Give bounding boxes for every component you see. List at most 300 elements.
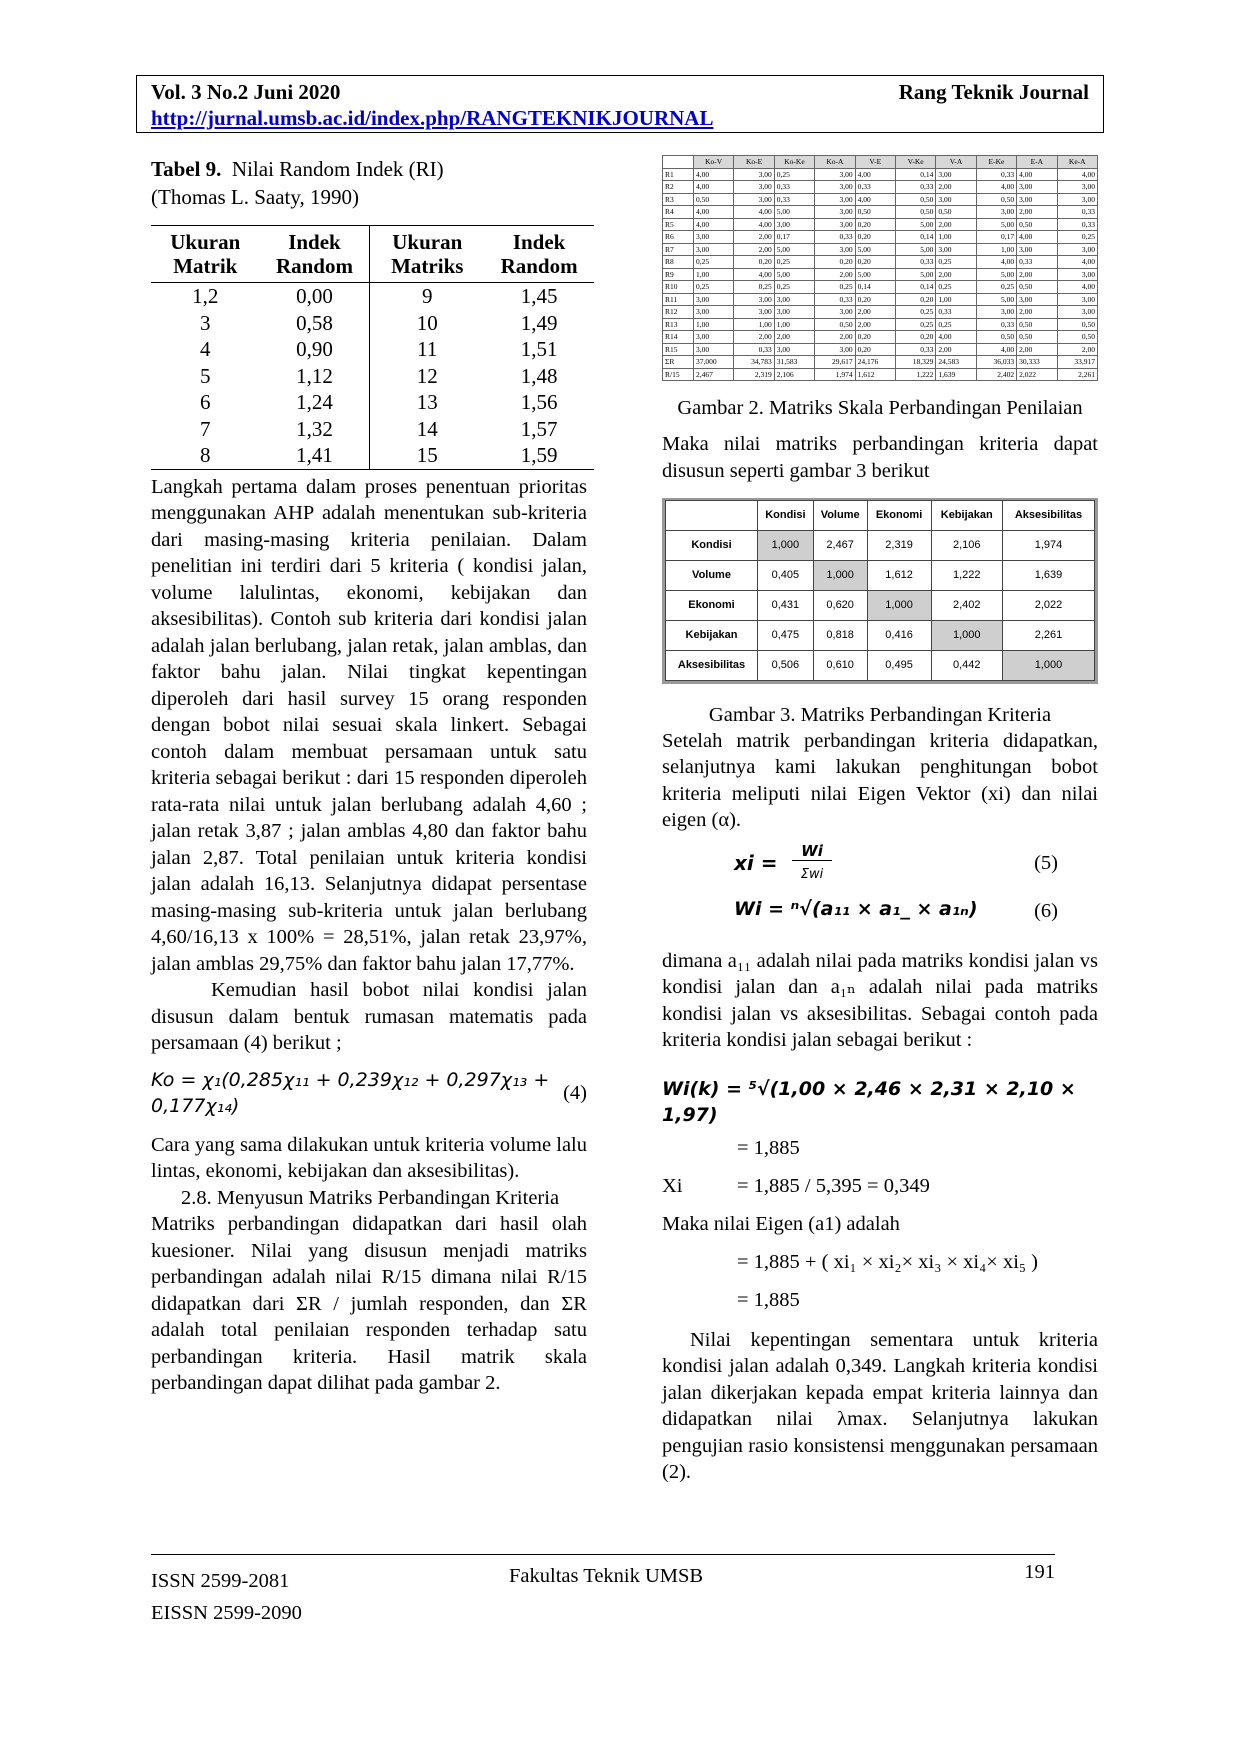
matrix-cell: R7	[663, 243, 694, 256]
table-cell: 13	[416, 390, 438, 414]
matrix-cell: 2,106	[774, 368, 814, 381]
matrix-row	[663, 218, 1098, 231]
matrix-row	[663, 206, 1098, 219]
matrix-header: V-A	[936, 156, 976, 169]
matrix-cell: 3,00	[694, 331, 734, 344]
table-cell: 15	[370, 442, 484, 469]
matrix-cell: 4,00	[734, 206, 774, 219]
matrix-cell: 4,00	[976, 256, 1016, 269]
matrix-cell: 5,00	[976, 268, 1016, 281]
criteria-cell: 2,402	[931, 591, 1002, 621]
paragraph: Langkah pertama dalam proses penentuan prioritas menggunakan AHP adalah menentukan sub-kriteria dari masing-masing kriteria penilaian. Dalam penelitian ini terdiri dari 5 kriteria ( kondisi jalan, volume lalulintas, ekonomi, kebijakan dan aksesibilitas). Contoh sub kriteria dari kondisi jalan adalah jalan berlubang, jalan retak, jalan amblas, dan faktor bahu jalan. Nilai tingkat kepentingan diperoleh dari hasil survey 15 orang responden dengan bobot nilai sesuai skala linkert. Sebagai contoh dalam membuat persamaan untuk satu kriteria sebagai berikut : dari 15 responden diperoleh rata-rata nilai untuk jalan berlubang adalah 4,60 ; jalan retak 3,87 ; jalan amblas 4,80 dan faktor bahu jalan 2,87. Total penilaian untuk kriteria kondisi jalan adalah 16,13. Selanjutnya didapat persentase masing-masing sub-kriteria untuk jalan berlubang 4,60/16,13 x 100% = 28,51%, jalan retak 23,97%, jalan amblas 29,75% dan faktor bahu jalan 17,77%.	[151, 475, 587, 975]
matrix-row	[663, 356, 1098, 369]
matrix-cell: 3,00	[1017, 293, 1057, 306]
matrix-cell: 0,50	[936, 206, 976, 219]
matrix-cell: 0,33	[895, 256, 935, 269]
matrix-cell: 3,00	[694, 293, 734, 306]
criteria-cell: 1,000	[813, 561, 867, 591]
matrix-cell: 0,14	[895, 231, 935, 244]
matrix-cell: R11	[663, 293, 694, 306]
matrix-cell: 0,25	[774, 256, 814, 269]
matrix-cell: 2,261	[1057, 368, 1097, 381]
matrix-cell: 3,00	[815, 181, 855, 194]
criteria-cell: 1,000	[931, 621, 1002, 651]
matrix-cell: 0,33	[976, 318, 1016, 331]
matrix-cell: 24,176	[855, 356, 895, 369]
matrix-cell: 3,00	[936, 243, 976, 256]
matrix-cell: 0,33	[815, 231, 855, 244]
criteria-cell: 1,612	[867, 561, 931, 591]
wik-result: = 1,885	[737, 1136, 800, 1159]
criteria-cell: 1,974	[1002, 531, 1094, 561]
matrix-header: E-Ke	[976, 156, 1016, 169]
table-row	[151, 283, 594, 310]
table-header: Ukuran Matrik	[151, 226, 260, 283]
matrix-cell: 2,00	[815, 268, 855, 281]
matrix-cell: 0,33	[1057, 206, 1097, 219]
matrix-cell: 0,14	[855, 281, 895, 294]
figure2-caption: Gambar 2. Matriks Skala Perbandingan Penilaian	[677, 397, 1083, 419]
criteria-row	[666, 651, 1095, 681]
matrix-cell: 4,00	[936, 331, 976, 344]
matrix-cell: 2,00	[734, 331, 774, 344]
criteria-row	[666, 591, 1095, 621]
criteria-header: Kebijakan	[931, 501, 1002, 531]
matrix-cell: 4,00	[694, 206, 734, 219]
matrix-cell: 3,00	[936, 168, 976, 181]
matrix-cell: 18,329	[895, 356, 935, 369]
matrix-cell: 0,33	[774, 193, 814, 206]
criteria-cell: Ekonomi	[666, 591, 758, 621]
matrix-cell: 0,25	[936, 318, 976, 331]
paragraph: Matriks perbandingan didapatkan dari hasil olah kuesioner. Nilai yang disusun menjadi matriks perbandingan adalah nilai R/15 dimana nilai R/15 didapatkan dari ΣR / jumlah responden, dan ΣR adalah total penilaian responden terhadap satu perbandingan kriteria. Hasil matrik skala perbandingan dapat dilihat pada gambar 2.	[151, 1213, 587, 1394]
matrix-cell: 0,20	[855, 231, 895, 244]
eigen-intro: Maka nilai Eigen (a1) adalah	[662, 1212, 900, 1235]
matrix-cell: 0,25	[815, 281, 855, 294]
criteria-header	[666, 501, 758, 531]
matrix-cell: 3,00	[1017, 181, 1057, 194]
matrix-cell: 5,00	[855, 243, 895, 256]
matrix-cell: 4,00	[694, 168, 734, 181]
matrix-cell: 3,00	[976, 206, 1016, 219]
paragraph: Nilai kepentingan sementara untuk kriteria kondisi jalan adalah 0,349. Langkah kriteria kondisi jalan dikerjakan kepada empat kriteria lainnya dan didapatkan nilai λmax. Selanjutnya lakukan pengujian rasio konsistensi menggunakan persamaan (2).	[662, 1328, 1098, 1483]
matrix-cell: R12	[663, 306, 694, 319]
matrix-cell: 3,00	[694, 243, 734, 256]
matrix-cell: 0,33	[734, 343, 774, 356]
matrix-cell: 2,00	[936, 218, 976, 231]
criteria-cell: 0,442	[931, 651, 1002, 681]
volume-label: Vol. 3 No.2 Juni 2020	[151, 80, 341, 104]
criteria-cell: 1,000	[1002, 651, 1094, 681]
figure2-matrix	[662, 155, 1098, 381]
matrix-cell: 37,000	[694, 356, 734, 369]
criteria-cell: 0,495	[867, 651, 931, 681]
table-cell: 1,57	[520, 416, 558, 441]
matrix-cell: 3,00	[694, 343, 734, 356]
matrix-cell: 5,00	[976, 293, 1016, 306]
criteria-row	[666, 621, 1095, 651]
matrix-cell: 3,00	[815, 306, 855, 319]
matrix-cell: 0,17	[976, 231, 1016, 244]
matrix-header: Ko-V	[694, 156, 734, 169]
matrix-cell: 0,50	[1057, 331, 1097, 344]
matrix-header: Ko-Ke	[774, 156, 814, 169]
matrix-cell: 0,25	[895, 318, 935, 331]
table-cell: 5	[200, 363, 211, 388]
matrix-cell: R3	[663, 193, 694, 206]
matrix-cell: 0,20	[734, 256, 774, 269]
matrix-cell: 24,583	[936, 356, 976, 369]
matrix-cell: 0,25	[936, 281, 976, 294]
paragraph: Maka nilai matriks perbandingan kriteria dapat disusun seperti gambar 3 berikut	[662, 433, 1098, 482]
table-cell: 4	[200, 337, 211, 361]
matrix-cell: 3,00	[1057, 268, 1097, 281]
matrix-cell: 2,00	[1017, 306, 1057, 319]
matrix-cell: 0,33	[1057, 218, 1097, 231]
matrix-cell: 0,50	[694, 193, 734, 206]
matrix-cell: 5,00	[895, 243, 935, 256]
matrix-cell: 0,50	[1017, 218, 1057, 231]
matrix-header: V-E	[855, 156, 895, 169]
equation-6: Wi = ⁿ√(a₁₁ × a₁_ × a₁ₙ) (6)	[734, 897, 1058, 922]
journal-name: Rang Teknik Journal	[898, 80, 1089, 104]
matrix-cell: 0,33	[895, 181, 935, 194]
criteria-cell: 0,431	[758, 591, 814, 621]
paragraph: Setelah matrik perbandingan kriteria didapatkan, selanjutnya kami lakukan penghitungan bobot kriteria meliputi nilai Eigen Vektor (xi) dan nilai eigen (α).	[662, 729, 1098, 831]
right-column	[662, 155, 1098, 1486]
matrix-cell: 3,00	[815, 218, 855, 231]
page-number: 191	[1024, 1561, 1055, 1583]
matrix-cell: 1,00	[694, 268, 734, 281]
table-cell: 7	[200, 416, 211, 441]
matrix-cell: 3,00	[734, 193, 774, 206]
paragraph: dimana a₁₁ adalah nilai pada matriks kondisi jalan vs kondisi jalan dan a₁ₙ adalah nilai pada matriks kondisi jalan vs aksesibilitas. Sebagai contoh pada kriteria kondisi jalan sebagai berikut :	[662, 949, 1098, 1051]
matrix-cell: 4,00	[734, 268, 774, 281]
matrix-cell: 3,00	[1057, 293, 1097, 306]
matrix-cell: 0,17	[774, 231, 814, 244]
matrix-cell: 5,00	[774, 243, 814, 256]
table-cell: 1,24	[260, 389, 370, 416]
eigen-equation: = 1,885 + ( xi₁ × xi₂× xi₃ × xi₄× xi₅ )	[737, 1250, 1038, 1273]
matrix-header: Ko-E	[734, 156, 774, 169]
table-row	[151, 416, 594, 443]
matrix-cell: 4,00	[855, 168, 895, 181]
criteria-cell: Kebijakan	[666, 621, 758, 651]
table-cell: 1,41	[260, 442, 370, 469]
criteria-cell: 2,022	[1002, 591, 1094, 621]
table-header: Indek Random	[260, 226, 370, 283]
matrix-cell: 0,33	[774, 181, 814, 194]
matrix-cell: 4,00	[1057, 256, 1097, 269]
matrix-cell: R15	[663, 343, 694, 356]
matrix-cell: 4,00	[734, 218, 774, 231]
table-cell: 1,32	[260, 416, 370, 443]
criteria-cell: 0,818	[813, 621, 867, 651]
matrix-cell: 0,20	[855, 293, 895, 306]
matrix-cell: 0,33	[895, 343, 935, 356]
matrix-cell: 3,00	[815, 343, 855, 356]
matrix-cell: R10	[663, 281, 694, 294]
matrix-cell: 1,00	[774, 318, 814, 331]
matrix-cell: R1	[663, 168, 694, 181]
matrix-cell: 4,00	[855, 193, 895, 206]
issn: ISSN 2599-2081 EISSN 2599-2090	[151, 1570, 302, 1624]
matrix-cell: 0,50	[1017, 281, 1057, 294]
table-cell: 14	[416, 416, 438, 441]
matrix-cell: 2,00	[774, 331, 814, 344]
table-cell: 1,59	[484, 442, 594, 469]
journal-header	[136, 75, 1104, 133]
matrix-cell: 1,00	[694, 318, 734, 331]
matrix-cell: 0,25	[976, 281, 1016, 294]
matrix-row	[663, 368, 1098, 381]
matrix-cell: 0,33	[855, 181, 895, 194]
table-cell: 10	[416, 310, 438, 335]
matrix-cell: 5,00	[774, 206, 814, 219]
matrix-cell: 0,50	[976, 193, 1016, 206]
page-footer	[151, 1554, 1055, 1624]
criteria-cell: 0,416	[867, 621, 931, 651]
matrix-cell: 5,00	[895, 218, 935, 231]
matrix-cell: 1,00	[976, 243, 1016, 256]
matrix-header	[663, 156, 694, 169]
equation-4: Ko = χ₁(0,285χ₁₁ + 0,239χ₁₂ + 0,297χ₁₃ + 0,177χ₁₄) (4)	[151, 1068, 587, 1117]
criteria-cell: 1,639	[1002, 561, 1094, 591]
matrix-cell: 0,50	[1057, 318, 1097, 331]
matrix-cell: 5,00	[976, 218, 1016, 231]
matrix-cell: 4,00	[1017, 168, 1057, 181]
matrix-row	[663, 193, 1098, 206]
table9-caption: Tabel 9. Nilai Random Indek (RI) (Thomas L. Saaty, 1990)	[151, 157, 444, 209]
matrix-header: Ko-A	[815, 156, 855, 169]
matrix-cell: 2,00	[734, 243, 774, 256]
journal-url-link[interactable]: http://jurnal.umsb.ac.id/index.php/RANGTEKNIKJOURNAL	[151, 106, 714, 130]
matrix-cell: 0,14	[895, 168, 935, 181]
matrix-cell: 3,00	[774, 343, 814, 356]
matrix-cell: 0,50	[976, 331, 1016, 344]
matrix-cell: 2,00	[936, 181, 976, 194]
matrix-cell: 1,00	[936, 293, 976, 306]
matrix-cell: R13	[663, 318, 694, 331]
matrix-cell: 2,00	[936, 343, 976, 356]
table-cell: 12	[416, 363, 438, 388]
matrix-row	[663, 318, 1098, 331]
matrix-cell: ΣR	[663, 356, 694, 369]
matrix-cell: 4,00	[1017, 231, 1057, 244]
matrix-cell: 3,00	[734, 168, 774, 181]
matrix-cell: 31,583	[774, 356, 814, 369]
matrix-cell: 3,00	[734, 181, 774, 194]
matrix-cell: 29,617	[815, 356, 855, 369]
section-heading: 2.8. Menyusun Matriks Perbandingan Kriteria	[181, 1186, 560, 1209]
matrix-cell: 3,00	[936, 193, 976, 206]
criteria-row	[666, 531, 1095, 561]
table-cell: 6	[200, 390, 211, 414]
table-cell: 9	[422, 284, 433, 308]
matrix-row	[663, 331, 1098, 344]
matrix-cell: 0,50	[855, 206, 895, 219]
matrix-cell: 1,222	[895, 368, 935, 381]
matrix-cell: 1,00	[734, 318, 774, 331]
random-index-table	[151, 225, 594, 470]
matrix-row	[663, 231, 1098, 244]
criteria-cell: 0,610	[813, 651, 867, 681]
matrix-cell: 1,974	[815, 368, 855, 381]
table-cell: 1,2	[192, 284, 219, 308]
left-column	[151, 155, 587, 1397]
matrix-cell: 0,20	[855, 218, 895, 231]
matrix-cell: 0,20	[815, 256, 855, 269]
matrix-cell: 3,00	[815, 168, 855, 181]
matrix-cell: R6	[663, 231, 694, 244]
criteria-cell: 0,475	[758, 621, 814, 651]
matrix-cell: 4,00	[976, 181, 1016, 194]
matrix-cell: 5,00	[895, 268, 935, 281]
table-row	[151, 389, 594, 416]
matrix-cell: 2,00	[815, 331, 855, 344]
matrix-cell: 0,50	[815, 318, 855, 331]
matrix-cell: R2	[663, 181, 694, 194]
matrix-cell: R8	[663, 256, 694, 269]
matrix-cell: 2,00	[734, 231, 774, 244]
matrix-cell: R/15	[663, 368, 694, 381]
matrix-row	[663, 343, 1098, 356]
matrix-cell: 3,00	[1057, 306, 1097, 319]
paragraph: Cara yang sama dilakukan untuk kriteria volume lalu lintas, ekonomi, kebijakan dan aksesibilitas).	[151, 1133, 587, 1182]
matrix-cell: 4,00	[976, 343, 1016, 356]
matrix-row	[663, 306, 1098, 319]
matrix-cell: 0,25	[1057, 231, 1097, 244]
eigen-result: = 1,885	[737, 1288, 800, 1311]
criteria-cell: 2,106	[931, 531, 1002, 561]
criteria-cell: Aksesibilitas	[666, 651, 758, 681]
matrix-cell: 3,00	[1057, 243, 1097, 256]
matrix-cell: R14	[663, 331, 694, 344]
criteria-cell: 1,000	[867, 591, 931, 621]
matrix-cell: 1,639	[936, 368, 976, 381]
matrix-cell: 0,50	[1017, 331, 1057, 344]
table-header: Ukuran Matriks	[370, 226, 484, 283]
matrix-cell: 3,00	[734, 306, 774, 319]
matrix-cell: 0,25	[734, 281, 774, 294]
matrix-cell: 0,33	[815, 293, 855, 306]
table-row	[151, 310, 594, 337]
matrix-cell: 0,33	[936, 306, 976, 319]
matrix-cell: 3,00	[815, 243, 855, 256]
matrix-header: E-A	[1017, 156, 1057, 169]
table-cell: 8	[151, 442, 260, 469]
matrix-cell: 0,25	[774, 281, 814, 294]
matrix-cell: 4,00	[694, 218, 734, 231]
criteria-matrix	[665, 500, 1095, 681]
criteria-cell: 1,222	[931, 561, 1002, 591]
matrix-cell: 2,00	[855, 318, 895, 331]
figure3-caption: Gambar 3. Matriks Perbandingan Kriteria	[708, 703, 1052, 726]
equation-5: xi = Wi Σwi (5)	[734, 841, 1058, 882]
matrix-cell: 0,20	[895, 331, 935, 344]
paragraph: Kemudian hasil bobot nilai kondisi jalan disusun dalam bentuk rumasan matematis pada persamaan (4) berikut ;	[151, 979, 587, 1054]
matrix-cell: 3,00	[774, 218, 814, 231]
criteria-header: Volume	[813, 501, 867, 531]
table-cell: 1,51	[520, 337, 558, 361]
table-cell: 3	[200, 310, 211, 335]
matrix-cell: 34,783	[734, 356, 774, 369]
matrix-cell: 5,00	[774, 268, 814, 281]
matrix-cell: 2,00	[1017, 268, 1057, 281]
matrix-row	[663, 256, 1098, 269]
matrix-cell: 2,00	[1017, 206, 1057, 219]
matrix-row	[663, 268, 1098, 281]
matrix-cell: 0,20	[895, 293, 935, 306]
matrix-cell: 3,00	[694, 306, 734, 319]
criteria-cell: 0,506	[758, 651, 814, 681]
matrix-cell: 0,33	[1017, 256, 1057, 269]
matrix-cell: 4,00	[1057, 281, 1097, 294]
figure3	[662, 498, 1098, 684]
matrix-cell: 3,00	[734, 293, 774, 306]
matrix-cell: 3,00	[1057, 181, 1097, 194]
matrix-row	[663, 243, 1098, 256]
matrix-cell: 0,50	[895, 193, 935, 206]
matrix-cell: 2,467	[694, 368, 734, 381]
matrix-cell: 2,00	[936, 268, 976, 281]
matrix-cell: 0,20	[855, 343, 895, 356]
table-cell: 1,48	[520, 363, 558, 388]
matrix-cell: 30,333	[1017, 356, 1057, 369]
matrix-cell: 1,612	[855, 368, 895, 381]
matrix-cell: 2,402	[976, 368, 1016, 381]
criteria-cell: 1,000	[758, 531, 814, 561]
matrix-row	[663, 281, 1098, 294]
criteria-cell: 2,319	[867, 531, 931, 561]
table-cell: 11	[417, 337, 438, 361]
matrix-header: V-Ke	[895, 156, 935, 169]
matrix-cell: 0,25	[895, 306, 935, 319]
matrix-cell: 2,319	[734, 368, 774, 381]
matrix-cell: 0,20	[855, 331, 895, 344]
matrix-cell: 1,00	[936, 231, 976, 244]
matrix-cell: R5	[663, 218, 694, 231]
criteria-cell: Volume	[666, 561, 758, 591]
matrix-cell: 3,00	[976, 306, 1016, 319]
matrix-cell: 3,00	[694, 231, 734, 244]
table-header: Indek Random	[484, 226, 594, 283]
matrix-cell: 5,00	[855, 268, 895, 281]
criteria-row	[666, 561, 1095, 591]
matrix-cell: 0,25	[774, 168, 814, 181]
table-cell: 1,45	[520, 284, 558, 308]
matrix-cell: 0,50	[895, 206, 935, 219]
matrix-cell: 2,022	[1017, 368, 1057, 381]
matrix-cell: 3,00	[1017, 193, 1057, 206]
matrix-cell: R4	[663, 206, 694, 219]
matrix-row	[663, 293, 1098, 306]
matrix-row	[663, 168, 1098, 181]
table-cell: 1,49	[520, 310, 558, 335]
table-cell: 1,12	[260, 363, 370, 390]
equation-wik: Wi(k) = ⁵√(1,00 × 2,46 × 2,31 × 2,10 × 1,97)	[662, 1077, 1076, 1126]
matrix-cell: 3,00	[774, 306, 814, 319]
table-cell: 0,90	[260, 336, 370, 363]
matrix-cell: 0,14	[895, 281, 935, 294]
matrix-cell: 3,00	[1017, 243, 1057, 256]
matrix-cell: 3,00	[1057, 193, 1097, 206]
matrix-cell: 0,20	[855, 256, 895, 269]
matrix-header: Ke-A	[1057, 156, 1097, 169]
table-cell: 0,00	[260, 283, 370, 310]
matrix-cell: 0,50	[1017, 318, 1057, 331]
matrix-cell: 4,00	[694, 181, 734, 194]
